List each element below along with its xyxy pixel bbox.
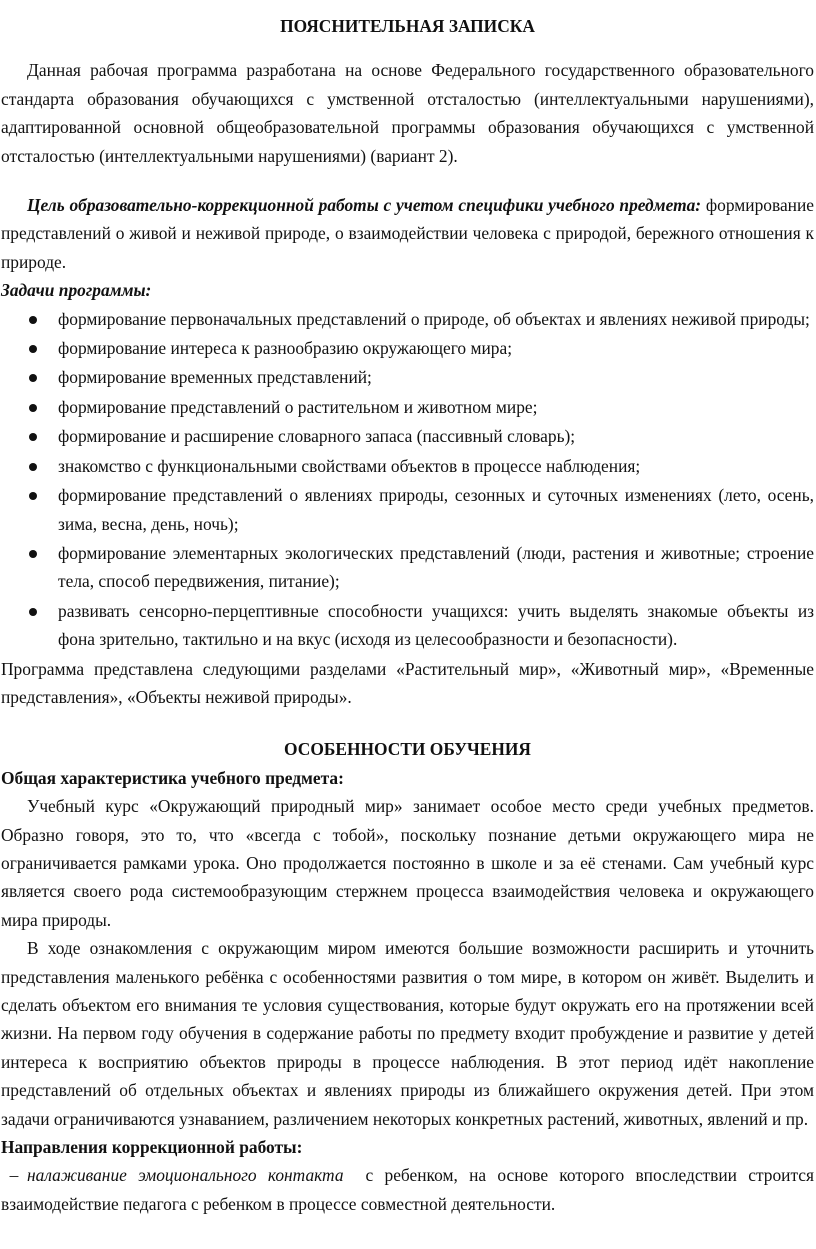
list-item [1,363,814,391]
list-item [1,481,814,538]
bullet-icon [29,374,37,382]
dash-marker: – [9,1165,19,1186]
bullet-icon [29,345,37,353]
characteristics-paragraph-2: В ходе ознакомления с окружающим миром имеются большие возможности расширить и уточнить представления маленького ребёнка с особенностями развития о том мире, в котором он живёт. Выделить и сделать объектом его внимания те условия существования, которые будут окружать его на протяжении всей жизни. На первом году обучения в содержание работы по предмету входит пробуждение и развитие у детей интереса к восприятию объектов природы в процессе наблюдения. В этот период идёт накопление представлений об отдельных объектах и явлениях природы из ближайшего окружения детей. При этом задачи ограничиваются узнаванием, различением некоторых конкретных растений, животных, явлений и пр. [1,938,814,1129]
goal-label: Цель образовательно-коррекционной работы с учетом специфики учебного предмета: [27,195,702,216]
task-text: формирование первоначальных представлений о природе, об объектах и явлениях неживой природы; [58,308,810,329]
task-text: формирование элементарных экологических представлений (люди, растения и животные; строение тела, способ передвижения, питание); [58,542,814,592]
task-text: формирование представлений о явлениях природы, сезонных и суточных изменениях (лето, осень, зима, весна, день, ночь); [58,485,814,534]
direction-text: с ребенком, на основе которого впоследствии строится взаимодействие педагога с ребенком в процессе совместной деятельности. [1,1165,814,1214]
list-item [1,393,814,421]
bullet-icon [29,492,37,500]
task-text: формирование представлений о растительном и животном мире; [58,396,538,417]
goal-text: формирование представлений о живой и неживой природе, о взаимодействии человека с природой, бережного отношения к природе. [1,195,814,272]
task-text: формирование интереса к разнообразию окружающего мира; [58,338,513,359]
task-text: формирование временных представлений; [58,367,372,388]
goal-paragraph [1,191,814,276]
spacer [1,711,814,735]
sections-paragraph: Программа представлена следующими разделами «Растительный мир», «Животный мир», «Временные представления», «Объекты неживой природы». [1,658,814,707]
learning-features-title: ОСОБЕННОСТИ ОБУЧЕНИЯ [284,739,531,760]
task-text: формирование и расширение словарного запаса (пассивный словарь); [58,426,576,447]
characteristics-paragraph-1: Учебный курс «Окружающий природный мир» занимает особое место среди учебных предметов. Образно говоря, это то, что «всегда с тобой», поскольку познание детьми окружающего мира не ограничивается рамками урока. Оно продолжается постоянно в школе и за её стенами. Сам учебный курс является своего рода системообразующим стержнем процесса взаимодействия человека и окружающего мира природы. [1,796,814,930]
spacer [1,170,814,191]
task-text: знакомство с функциональными свойствами объектов в процессе наблюдения; [58,455,641,476]
list-item [1,539,814,596]
direction-item [1,1161,814,1218]
intro-paragraph: Данная рабочая программа разработана на основе Федерального государственного образовательного стандарта образования обучающихся с умственной отсталостью (интеллектуальными нарушениями), адаптированной основной общеобразовательной программы образования обучающихся с умственной отсталостью (интеллектуальными нарушениями) (вариант 2). [1,60,814,166]
direction-italic-text: налаживание эмоционального контакта [27,1165,344,1186]
bullet-icon [29,433,37,441]
tasks-list [1,305,814,654]
bullet-icon [29,463,37,471]
bullet-icon [29,404,37,412]
bullet-icon [29,316,37,324]
list-item [1,334,814,362]
tasks-label: Задачи программы: [1,280,152,301]
list-item [1,422,814,450]
list-item [1,452,814,480]
explanatory-note-title: ПОЯСНИТЕЛЬНАЯ ЗАПИСКА [280,16,535,36]
bullet-icon [29,550,37,558]
correction-directions-label: Направления коррекционной работы: [1,1137,303,1158]
subject-characteristics-label: Общая характеристика учебного предмета: [1,767,344,788]
list-item [1,305,814,333]
list-item [1,597,814,654]
bullet-icon [29,608,37,616]
task-text: развивать сенсорно-перцептивные способности учащихся: учить выделять знакомые объекты из фона зрительно, тактильно и на вкус (исходя из целесообразности и безопасности). [58,600,814,650]
